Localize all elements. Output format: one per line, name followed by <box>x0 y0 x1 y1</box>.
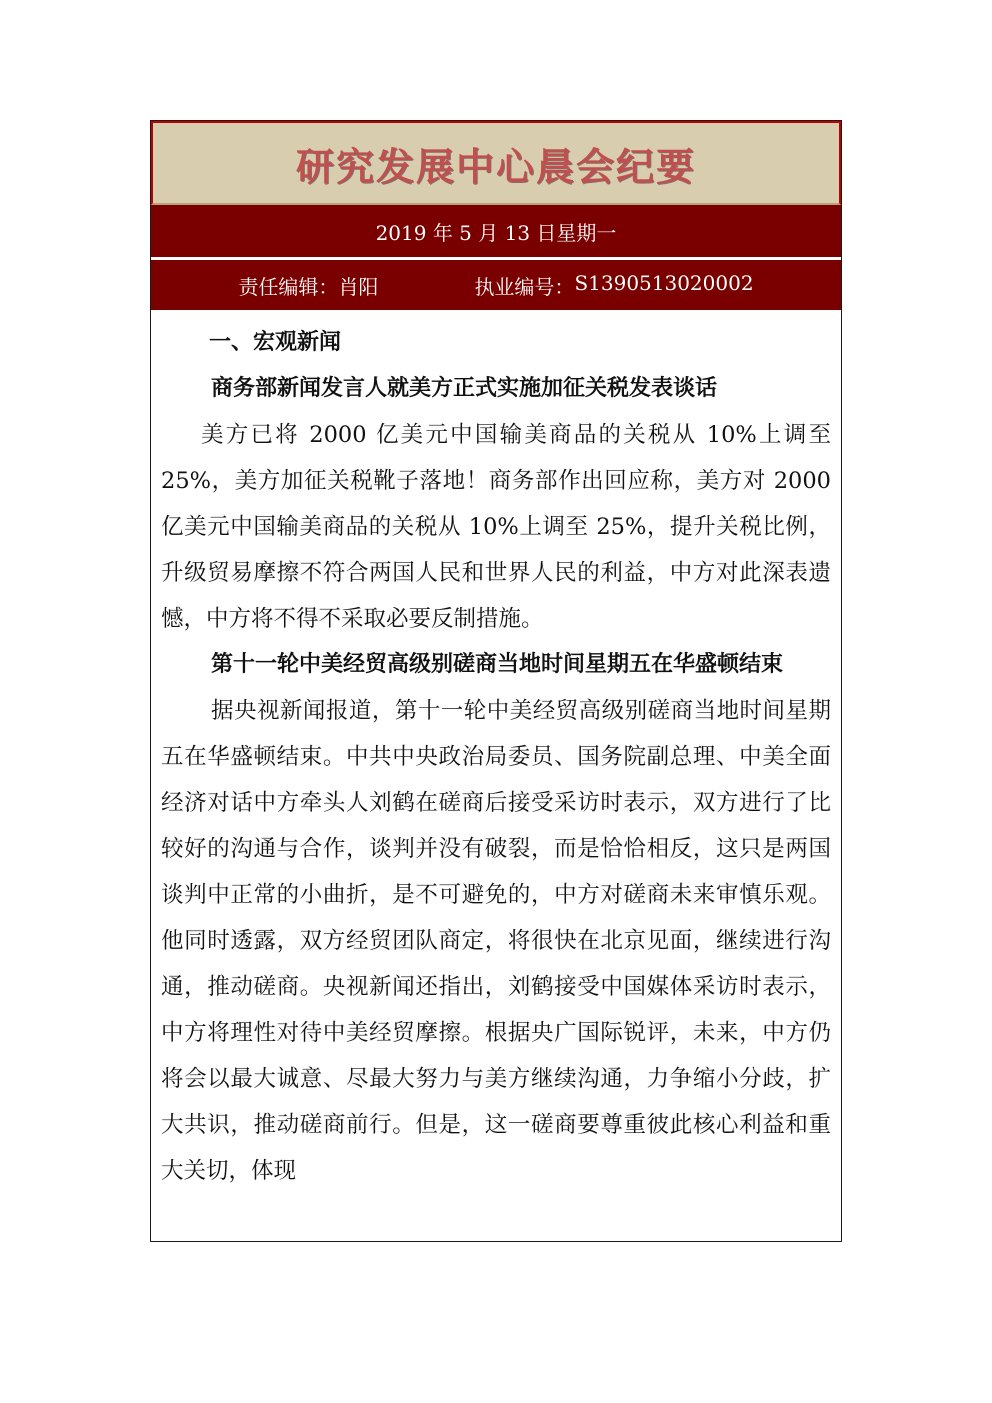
report-title: 研究发展中心晨会纪要 <box>295 143 696 189</box>
title-banner <box>151 121 841 205</box>
license-label: 执业编号： <box>474 274 575 299</box>
article-body: 美方已将 2000 亿美元中国输美商品的关税从 10%上调至 25%，美方加征关税靴子落地！商务部作出回应称，美方对 2000 亿美元中国输美商品的关税从 10%上调至 25%，提升关税比例，升级贸易摩擦不符合两国人民和世界人民的利益，中方对此深表遗憾，中方将不得不采取必要反制措施。 <box>161 422 831 632</box>
license-number: S1390513020002 <box>574 270 754 295</box>
editor-label: 责任编辑： <box>238 274 339 299</box>
editor-info <box>238 271 378 300</box>
section-heading: 一、宏观新闻 <box>209 330 342 355</box>
article-title: 商务部新闻发言人就美方正式实施加征关税发表谈话 <box>211 376 718 401</box>
editor-name: 肖阳 <box>338 274 379 299</box>
report-body <box>151 310 841 1194</box>
report-frame <box>150 120 842 1242</box>
article-title: 第十一轮中美经贸高级别磋商当地时间星期五在华盛顿结束 <box>211 652 784 677</box>
date-banner <box>151 205 841 260</box>
article-body: 据央视新闻报道，第十一轮中美经贸高级别磋商当地时间星期五在华盛顿结束。中共中央政治局委员、国务院副总理、中美全面经济对话中方牵头人刘鹤在磋商后接受采访时表示，双方进行了比较好的沟通与合作，谈判并没有破裂，而是恰恰相反，这只是两国谈判中正常的小曲折，是不可避免的，中方对磋商未来审慎乐观。他同时透露，双方经贸团队商定，将很快在北京见面，继续进行沟通，推动磋商。央视新闻还指出，刘鹤接受中国媒体采访时表示，中方将理性对待中美经贸摩擦。根据央广国际锐评，未来，中方仍将会以最大诚意、尽最大努力与美方继续沟通，力争缩小分歧，扩大共识，推动磋商前行。但是，这一磋商要尊重彼此核心利益和重大关切，体现 <box>161 698 831 1184</box>
report-date: 2019 年 5 月 13 日星期一 <box>375 220 617 245</box>
license-info <box>474 271 753 300</box>
editor-banner <box>151 260 841 310</box>
